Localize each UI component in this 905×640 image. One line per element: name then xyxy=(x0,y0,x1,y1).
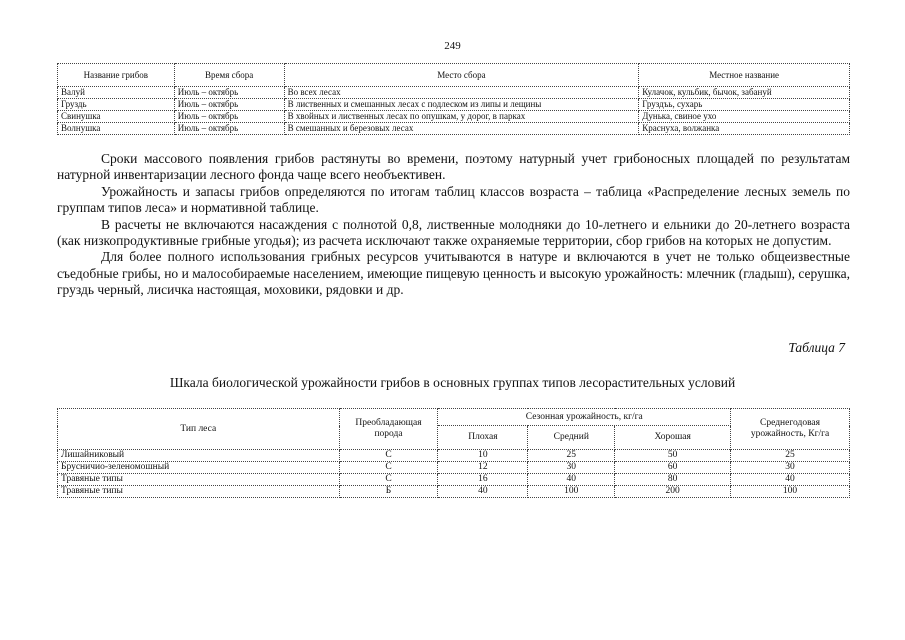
cell-forest-type: Травяные типы xyxy=(58,474,340,486)
cell-good: 80 xyxy=(615,474,731,486)
cell-local-name: Дунька, свиное ухо xyxy=(639,111,850,123)
table-row xyxy=(58,450,850,462)
cell-name: Свинушка xyxy=(58,111,175,123)
header-seasonal-yield: Сезонная урожайность, кг/га xyxy=(438,409,731,426)
header-good: Хорошая xyxy=(615,426,731,450)
cell-average: 40 xyxy=(731,474,850,486)
paragraph: Урожайность и запасы грибов определяются по итогам таблиц классов возраста – таблица «Распределение лесных земель по группам типов леса» и нормативной таблице. xyxy=(57,183,850,216)
header-mushroom-name: Название грибов xyxy=(58,64,175,87)
page-number: 249 xyxy=(444,40,461,52)
mushroom-yield-table xyxy=(57,408,850,498)
paragraph: В расчеты не включаются насаждения с полнотой 0,8, лиственные молодняки до 10-летнего и ельники до 20-летнего возраста (как низкопродуктивные грибные угодья); из расчета исключают также охраняемые территории, сбор грибов на которых не допустим. xyxy=(57,216,850,249)
cell-average: 25 xyxy=(731,450,850,462)
cell-place: Во всех лесах xyxy=(284,87,639,99)
cell-place: В хвойных и лиственных лесах по опушкам, у дорог, в парках xyxy=(284,111,639,123)
table-row xyxy=(58,474,850,486)
header-collection-time: Время сбора xyxy=(174,64,284,87)
paragraph: Сроки массового появления грибов растянуты во времени, поэтому натурный учет грибоносных площадей по результатам натурной инвентаризации лесного фонда чаще всего необъективен. xyxy=(57,151,850,183)
cell-place: В лиственных и смешанных лесах с подлеском из липы и лещины xyxy=(284,99,639,111)
table-header-row xyxy=(58,409,850,426)
table-row xyxy=(58,123,850,135)
cell-place: В смешанных и березовых лесах xyxy=(284,123,639,135)
cell-average: 100 xyxy=(731,486,850,498)
cell-species: С xyxy=(339,474,438,486)
paragraph: Для более полного использования грибных ресурсов учитываются в натуре и включаются в учет не только общеизвестные съедобные грибы, но и малособираемые населением, имеющие пищевую ценность и высокую урожайность: млечник (гладыш), серушка, груздь черный, лисичка настоящая, моховики, рядовки и др. xyxy=(57,249,850,298)
header-forest-type: Тип леса xyxy=(58,409,340,450)
cell-name: Груздь xyxy=(58,99,175,111)
table-row xyxy=(58,111,850,123)
body-text xyxy=(57,151,850,299)
cell-medium: 100 xyxy=(528,486,615,498)
cell-local-name: Краснуха, волжанка xyxy=(639,123,850,135)
table-row xyxy=(58,462,850,474)
cell-forest-type: Брусничио-зеленомошный xyxy=(58,462,340,474)
header-dominant-species: Преобладающая порода xyxy=(339,409,438,450)
cell-species: С xyxy=(339,450,438,462)
cell-medium: 30 xyxy=(528,462,615,474)
cell-species: Б xyxy=(339,486,438,498)
cell-poor: 16 xyxy=(438,474,528,486)
table-number: Таблица 7 xyxy=(788,340,845,355)
cell-forest-type: Лишайниковый xyxy=(58,450,340,462)
cell-good: 50 xyxy=(615,450,731,462)
header-average-yield: Среднегодовая урожайность, Кг/га xyxy=(731,409,850,450)
cell-name: Волнушка xyxy=(58,123,175,135)
table-header-row xyxy=(58,64,850,87)
cell-poor: 40 xyxy=(438,486,528,498)
header-poor: Плохая xyxy=(438,426,528,450)
header-medium: Средний xyxy=(528,426,615,450)
table-title: Шкала биологической урожайности грибов в основных группах типов лесорастительных условий xyxy=(169,375,736,390)
table-row xyxy=(58,99,850,111)
cell-medium: 40 xyxy=(528,474,615,486)
cell-forest-type: Травяные типы xyxy=(58,486,340,498)
cell-time: Июль – октябрь xyxy=(174,123,284,135)
cell-good: 200 xyxy=(615,486,731,498)
cell-poor: 10 xyxy=(438,450,528,462)
table-row xyxy=(58,87,850,99)
cell-time: Июль – октябрь xyxy=(174,111,284,123)
cell-time: Июль – октябрь xyxy=(174,99,284,111)
cell-species: С xyxy=(339,462,438,474)
cell-local-name: Груздъь, сухарь xyxy=(639,99,850,111)
table-row xyxy=(58,486,850,498)
cell-local-name: Кулачок, кульбик, бычок, забануй xyxy=(639,87,850,99)
header-local-name: Местное название xyxy=(639,64,850,87)
header-collection-place: Место сбора xyxy=(284,64,639,87)
cell-time: Июль – октябрь xyxy=(174,87,284,99)
mushroom-collection-table xyxy=(57,63,850,135)
cell-average: 30 xyxy=(731,462,850,474)
cell-poor: 12 xyxy=(438,462,528,474)
cell-good: 60 xyxy=(615,462,731,474)
cell-name: Валуй xyxy=(58,87,175,99)
cell-medium: 25 xyxy=(528,450,615,462)
